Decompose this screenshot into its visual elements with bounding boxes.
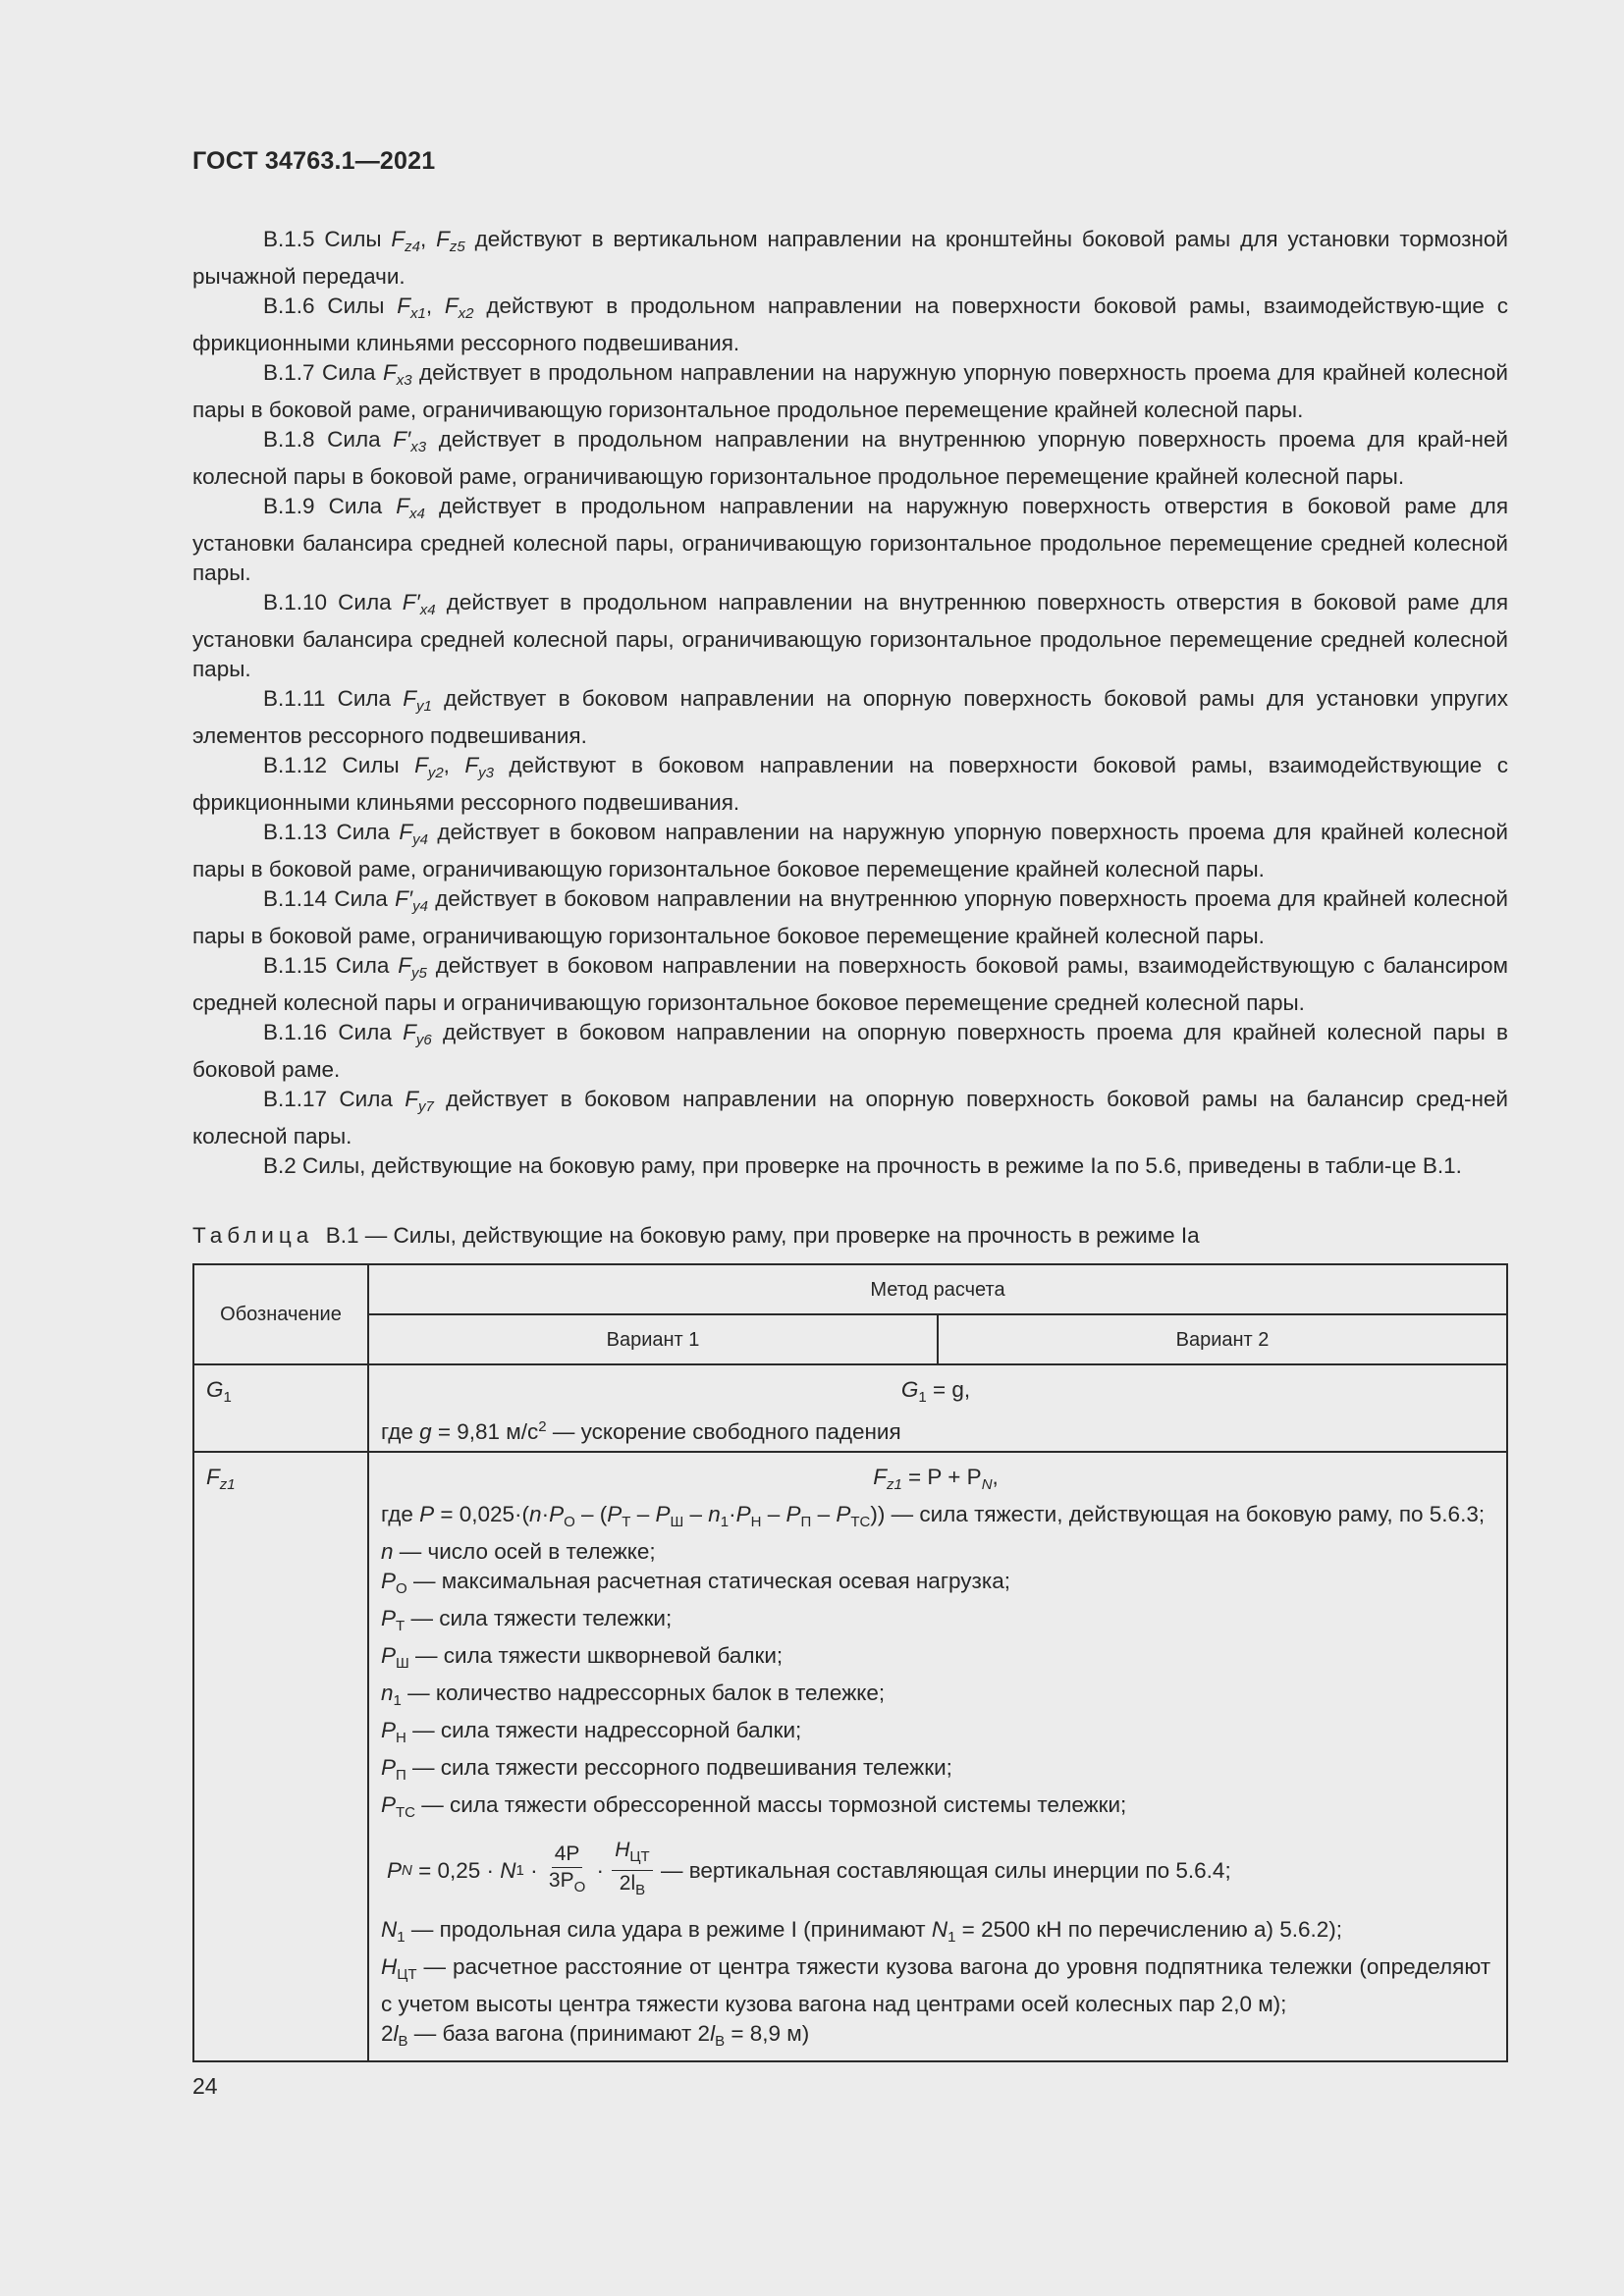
definition-lb: $2l_В$ — база вагона (принимают $2l_В = 8,9$ м): [381, 2021, 810, 2050]
table-caption-label: Таблица: [192, 1223, 314, 1248]
content-cell-fz1: [368, 1452, 1507, 2061]
paragraph-b-1-8: В.1.8 Сила $F'_{x3}$ действует в продольном направлении на внутреннюю упорную поверхность проема для край-ней колесной пары в боковой раме, ограничивающую горизонтальное продольное перемещение крайней колесной пары.: [192, 427, 1508, 489]
paragraph-b-1-6: В.1.6 Силы $F_{x1}$, $F_{x2}$ действуют в продольном направлении на поверхности боковой рамы, взаимодействую-щие с фрикционными клиньями рессорного подвешивания.: [192, 294, 1508, 355]
content-cell-g1: [368, 1364, 1507, 1452]
definition-pp: $P_П$ — сила тяжести рессорного подвешивания тележки;: [381, 1755, 952, 1784]
header-variant-1: Вариант 1: [368, 1314, 938, 1364]
definition-p: где $P = 0,025\cdot(n\cdot P_О - (P_Т - P_Ш - n_1\cdot P_Н - P_П - P_{ТС}))$ — сила тяжести, действующая на боковую раму, по 5.6.3;: [381, 1502, 1486, 1530]
definition-po: $P_О$ — максимальная расчетная статическая осевая нагрузка;: [381, 1569, 1010, 1597]
definition-g: где g = 9,81 $м/с^2$ — ускорение свободного падения: [381, 1418, 901, 1444]
formula-g1: $G_1 = g$,: [900, 1377, 971, 1406]
definition-pn: $P_Н$ — сила тяжести надрессорной балки;: [381, 1718, 802, 1746]
paragraph-b-1-17: В.1.17 Сила $F_{y7}$ действует в боковом направлении на опорную поверхность боковой рамы на балансир сред-ней колесной пары.: [192, 1087, 1508, 1148]
definition-n: n — число осей в тележке;: [381, 1539, 656, 1564]
header-variant-2: Вариант 2: [938, 1314, 1507, 1364]
document-header: ГОСТ 34763.1—2021: [192, 147, 436, 175]
definition-pt: $P_Т$ — сила тяжести тележки;: [381, 1606, 673, 1634]
definition-hct: $H_{ЦТ}$ — расчетное расстояние от центра тяжести кузова вагона до уровня подпятника тележки (определяют с учетом высоты центра тяжести кузова вагона над центрами осей колесных пар 2,0 м);: [381, 1954, 1490, 2016]
formula-fz1: $F_{z1} = P + P_N$,: [873, 1465, 999, 1493]
table-row-fz1: [193, 1452, 1507, 2061]
paragraph-b-1-16: В.1.16 Сила $F_{y6}$ действует в боковом направлении на опорную поверхность проема для крайней колесной пары в боковой раме.: [192, 1020, 1508, 1082]
definition-pts: $P_{ТС}$ — сила тяжести обрессоренной массы тормозной системы тележки;: [381, 1792, 1127, 1821]
symbol-cell-fz1: $F_{z1}$: [193, 1452, 368, 2061]
definition-N1: $N_1$ — продольная сила удара в режиме I (принимают $N_1 = 2500$ кН по перечислению а) 5.6.2);: [381, 1917, 1342, 1946]
paragraph-b-1-12: В.1.12 Силы $F_{y2}$, $F_{y3}$ действуют в боковом направлении на поверхности боковой рамы, взаимодействующие с фрикционными клиньями рессорного подвешивания.: [192, 753, 1508, 815]
table-caption-text: В.1 — Силы, действующие на боковую раму, при проверке на прочность в режиме Ia: [325, 1223, 1200, 1248]
page-number: 24: [192, 2073, 218, 2099]
paragraph-b-2: В.2 Силы, действующие на боковую раму, при проверке на прочность в режиме Ia по 5.6, приведены в табли-це В.1.: [263, 1153, 1462, 1178]
paragraph-b-1-13: В.1.13 Сила $F_{y4}$ действует в боковом направлении на наружную упорную поверхность проема для крайней колесной пары в боковой раме, ограничивающую горизонтальное боковое перемещение крайней колесной пары.: [192, 820, 1509, 881]
paragraph-b-1-11: В.1.11 Сила $F_{y1}$ действует в боковом направлении на опорную поверхность боковой рамы для установки упругих элементов рессорного подвешивания.: [192, 686, 1509, 748]
fraction-hct-2lb: $\frac{H_{ЦТ}}{2l_В}$: [612, 1838, 652, 1903]
body-text: [192, 225, 1508, 1181]
table-caption: [192, 1221, 1200, 1251]
formula-pn: P N = 0,25 · N 1 · $\frac{4P}{3P_О}$ · $\frac{H_{ЦТ}}{2l_В}$ — вертикальная составляющая силы инерции по 5.6.4;: [381, 1828, 1490, 1915]
forces-table: [192, 1263, 1508, 2062]
header-designation: Обозначение: [193, 1264, 368, 1364]
definition-n1: $n_1$ — количество надрессорных балок в тележке;: [381, 1681, 886, 1709]
header-method: Метод расчета: [368, 1264, 1507, 1314]
definition-psh: $P_Ш$ — сила тяжести шкворневой балки;: [381, 1643, 784, 1672]
table-row-g1: [193, 1364, 1507, 1452]
symbol-cell-g1: $G_1$: [193, 1364, 368, 1452]
fraction-4p-3po: $\frac{4P}{3P_О}$: [548, 1842, 586, 1896]
paragraph-b-1-10: В.1.10 Сила $F'_{x4}$ действует в продольном направлении на внутреннюю поверхность отверстия в боковой раме для установки балансира средней колесной пары, ограничивающую горизонтальное продольное перемещение средней колесной пары.: [192, 590, 1509, 681]
paragraph-b-1-7: В.1.7 Сила $F_{x3}$ действует в продольном направлении на наружную упорную поверхность проема для крайней колесной пары в боковой раме, ограничивающую горизонтальное продольное перемещение крайней колесной пары.: [192, 360, 1508, 422]
paragraph-b-1-14: В.1.14 Сила $F'_{y4}$ действует в боковом направлении на внутреннюю упорную поверхность проема для крайней колесной пары в боковой раме, ограничивающую горизонтальное боковое перемещение крайней колесной пары.: [192, 886, 1508, 948]
paragraph-b-1-9: В.1.9 Сила $F_{x4}$ действует в продольном направлении на наружную поверхность отверстия в боковой раме для установки балансира средней колесной пары, ограничивающую горизонтальное продольное перемещение средней колесной пары.: [192, 494, 1508, 585]
paragraph-b-1-5: В.1.5 Силы $F_{z4}$, $F_{z5}$ действуют в вертикальном направлении на кронштейны боковой рамы для установки тормозной рычажной передачи.: [192, 227, 1508, 289]
paragraph-b-1-15: В.1.15 Сила $F_{y5}$ действует в боковом направлении на поверхность боковой рамы, взаимодействующую с балансиром средней колесной пары и ограничивающую горизонтальное боковое перемещение средней колесной пары.: [192, 953, 1509, 1015]
